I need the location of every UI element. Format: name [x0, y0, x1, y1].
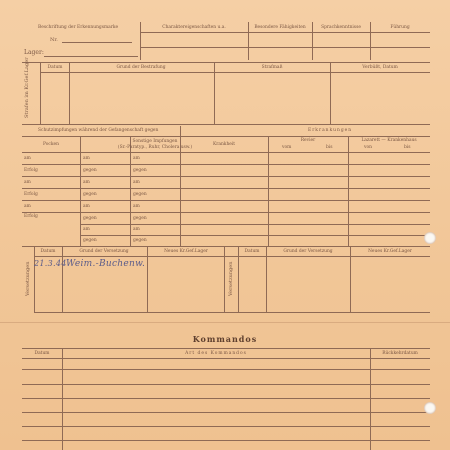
impf-cell: gegen — [83, 168, 97, 173]
divider — [62, 348, 63, 450]
divider — [330, 62, 331, 124]
divider — [180, 126, 181, 246]
divider — [22, 176, 180, 177]
impf-cell: gegen — [133, 238, 147, 243]
label-nr: Nr. — [50, 37, 58, 43]
impf-cell: am — [83, 180, 90, 185]
erkrankungen-title: Erkrankungen — [308, 128, 353, 133]
divider — [22, 152, 430, 153]
strafen-col-verbuesst: Verbüßt, Datum — [362, 65, 398, 70]
divider — [22, 358, 430, 359]
col-faehigkeiten: Besondere Fähigkeiten — [254, 25, 306, 30]
impf-row-label: am — [24, 156, 31, 161]
nr-field-line[interactable] — [62, 42, 132, 43]
impf-cell: gegen — [133, 216, 147, 221]
divider — [180, 235, 430, 236]
divider — [62, 246, 63, 312]
erk-laz-von: von — [364, 145, 372, 150]
vers-col-grund-2: Grund der Versetzung — [283, 249, 333, 254]
label-lager: Lager: — [24, 49, 44, 56]
vers-entry-place: Weim.-Buchenw. — [66, 259, 146, 269]
divider — [22, 412, 430, 413]
divider — [22, 246, 430, 247]
komm-col-rueck: Rückkehrdatum — [382, 351, 418, 356]
divider — [348, 136, 349, 246]
divider — [69, 62, 70, 124]
divider — [22, 62, 430, 63]
divider — [238, 246, 239, 312]
divider — [140, 47, 430, 48]
impf-row-label: Erfolg — [24, 214, 38, 219]
divider — [268, 136, 269, 246]
erk-col-krankheit: Krankheit — [212, 142, 236, 147]
divider — [248, 22, 249, 60]
divider — [22, 124, 430, 125]
col-fuehrung: Führung — [390, 25, 410, 30]
divider — [22, 384, 430, 385]
strafen-col-grund: Grund der Bestrafung — [116, 65, 166, 70]
divider — [350, 246, 351, 312]
impf-col-pocken: Pocken — [43, 142, 59, 147]
komm-col-art: Art des Kommandos — [185, 351, 247, 356]
impf-row-label: Erfolg — [24, 168, 38, 173]
impf-row-label: Erfolg — [24, 192, 38, 197]
vers-col-grund: Grund der Versetzung — [79, 249, 129, 254]
divider — [214, 62, 215, 124]
impf-cell: am — [133, 227, 140, 232]
impf-cell: am — [83, 204, 90, 209]
impfungen-title: Schutzimpfungen während der Gefangenschaft gegen — [38, 128, 159, 133]
strafen-side-label: Strafen im Kr.Gef.Lager — [24, 57, 30, 118]
impf-cell: gegen — [83, 192, 97, 197]
kommandos-title: Kommandos — [192, 334, 258, 344]
impf-row-label: am — [24, 180, 31, 185]
divider — [22, 188, 180, 189]
impf-col-sonstige-1: Sonstige Impfungen — [132, 139, 178, 144]
punch-hole — [424, 402, 436, 414]
punch-hole — [424, 232, 436, 244]
divider — [22, 200, 180, 201]
divider — [34, 256, 430, 257]
divider — [22, 426, 430, 427]
impf-cell: gegen — [133, 168, 147, 173]
divider — [22, 348, 430, 349]
divider — [180, 164, 430, 165]
divider — [22, 136, 430, 137]
versetzungen-side-label-left: Versetzungen — [25, 261, 31, 296]
divider — [180, 188, 430, 189]
vers-col-neues: Neues Kr.Gef.Lager — [164, 249, 208, 254]
divider — [22, 369, 430, 370]
strafen-col-strafmass: Strafmaß — [261, 65, 283, 70]
komm-col-datum: Datum — [34, 351, 50, 356]
divider — [22, 398, 430, 399]
divider — [147, 246, 148, 312]
erk-col-revier: Revier — [300, 138, 316, 143]
divider — [22, 440, 430, 441]
divider — [80, 136, 81, 246]
erk-revier-vom: vom — [282, 145, 292, 150]
divider — [22, 212, 180, 213]
divider — [370, 22, 371, 60]
divider — [224, 246, 225, 312]
impf-cell: am — [133, 156, 140, 161]
divider — [180, 224, 430, 225]
divider — [80, 224, 180, 225]
lager-field-line[interactable] — [44, 56, 138, 57]
impf-cell: gegen — [133, 192, 147, 197]
divider — [40, 62, 41, 124]
divider — [266, 246, 267, 312]
erk-revier-bis: bis — [326, 145, 333, 150]
vers-col-datum-2: Datum — [244, 249, 260, 254]
impf-cell: am — [83, 227, 90, 232]
divider — [180, 200, 430, 201]
fold-line — [0, 322, 450, 323]
versetzungen-side-label-right: Versetzungen — [228, 261, 234, 296]
vers-entry-date: 21.3.44 — [34, 259, 67, 268]
impf-cell: am — [83, 156, 90, 161]
divider — [140, 22, 141, 60]
impf-cell: gegen — [83, 216, 97, 221]
divider — [130, 136, 131, 246]
vers-col-datum: Datum — [40, 249, 56, 254]
impf-row-label: am — [24, 204, 31, 209]
impf-cell: am — [133, 180, 140, 185]
erk-col-lazarett: Lazarett — Krankenhaus — [361, 138, 417, 143]
impf-cell: am — [133, 204, 140, 209]
divider — [34, 312, 430, 313]
divider — [40, 72, 430, 73]
divider — [22, 164, 180, 165]
impf-col-sonstige-2: (Sr.-Paratyp., Ruhr, Cholera usw.) — [117, 145, 193, 150]
divider — [180, 212, 430, 213]
divider — [34, 246, 35, 312]
col-charakter: Charaktereigenschaften u.a. — [162, 25, 226, 30]
divider — [140, 32, 430, 33]
divider — [180, 176, 430, 177]
divider — [370, 348, 371, 450]
divider — [80, 235, 180, 236]
divider — [312, 22, 313, 60]
label-beschriftung: Beschriftung der Erkennungsmarke — [38, 25, 119, 30]
impf-cell: gegen — [83, 238, 97, 243]
strafen-col-datum: Datum — [47, 65, 63, 70]
vers-col-neues-2: Neues Kr.Gef.Lager — [368, 249, 412, 254]
erk-laz-bis: bis — [404, 145, 411, 150]
col-sprachen: Sprachkenntnisse — [321, 25, 361, 30]
